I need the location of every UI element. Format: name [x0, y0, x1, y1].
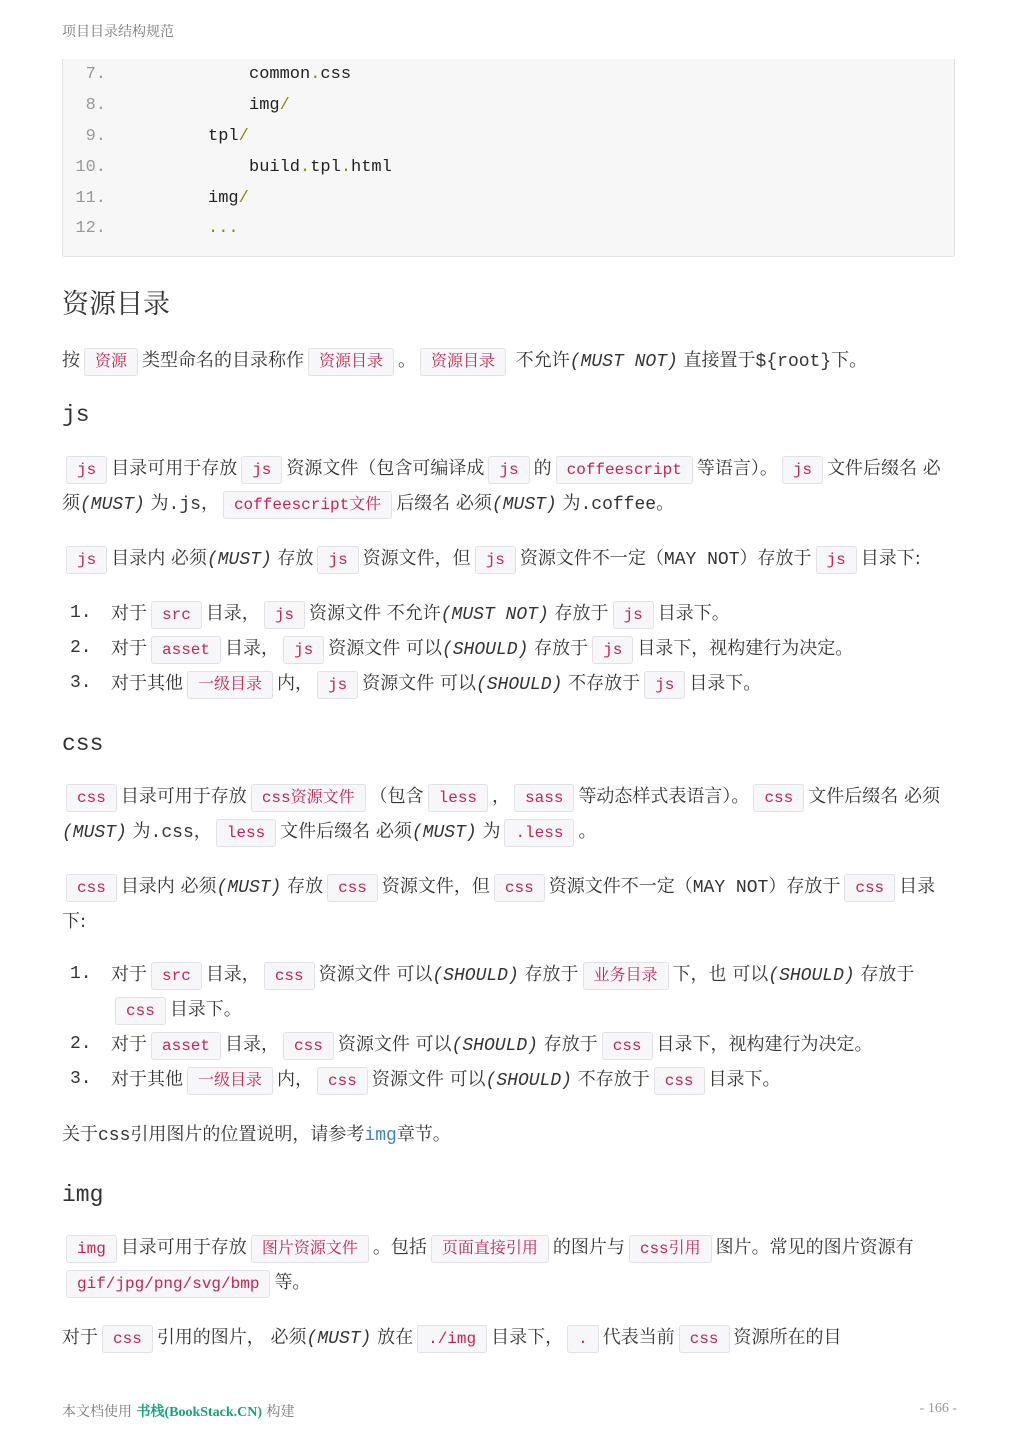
js-rules-list: [62, 597, 957, 702]
img-paragraph-2: 对于 css 引用的图片， 必须(MUST) 放在 ./img 目录下， . 代表当前 css 资源所在的目: [62, 1321, 957, 1356]
footer-credit: 本文档使用 书栈(BookStack.CN) 构建: [62, 1404, 295, 1420]
line-number: 12.: [75, 219, 106, 239]
code-line: [63, 122, 954, 153]
list-item: 2. 对于 asset 目录， css 资源文件 可以(SHOULD) 存放于 css 目录下，视构建行为决定。: [62, 1028, 957, 1063]
img-heading: img: [62, 1182, 104, 1208]
line-number: 8.: [85, 95, 106, 115]
code-line: [63, 153, 954, 184]
code-text: img/: [249, 95, 290, 115]
line-number: 10.: [75, 157, 106, 177]
js-heading: js: [62, 402, 90, 428]
line-number: 7.: [85, 65, 106, 84]
code-line: [63, 91, 954, 122]
code-line: [63, 184, 954, 215]
code-text: ...: [208, 219, 239, 239]
code-text: img/: [208, 188, 249, 208]
css-heading: css: [62, 731, 104, 757]
css-image-reference: 关于css引用图片的位置说明，请参考img章节。: [62, 1124, 451, 1146]
code-block: [62, 59, 955, 257]
img-paragraph-1: img 目录可用于存放 图片资源文件 。包括 页面直接引用 的图片与 css引用 图片。常见的图片资源有gif/jpg/png/svg/bmp 等。: [62, 1231, 957, 1301]
code-line: [63, 60, 954, 91]
css-paragraph-1: css 目录可用于存放 css资源文件 （包含 less ， sass 等动态样式表语言）。 css 文件后缀名 必须(MUST) 为.css， less 文件后缀名 必须(MUST) 为 .less 。: [62, 780, 957, 850]
content: [62, 280, 957, 1356]
code-text: tpl/: [208, 126, 249, 146]
intro-paragraph: 按 资源 类型命名的目录称作 资源目录 。 资源目录 不允许(MUST NOT) 直接置于${root}下。: [62, 344, 957, 379]
list-item: 3. 对于其他 一级目录 内， js 资源文件 可以(SHOULD) 不存放于 js 目录下。: [62, 667, 957, 702]
list-item: 2. 对于 asset 目录， js 资源文件 可以(SHOULD) 存放于 js 目录下，视构建行为决定。: [62, 632, 957, 667]
css-rules-list: [62, 958, 957, 1098]
line-number: 9.: [85, 126, 106, 146]
js-paragraph-1: js 目录可用于存放 js 资源文件（包含可编译成 js 的 coffeescript 等语言）。 js 文件后缀名 必须(MUST) 为.js， coffeescript文件 后缀名 必须(MUST) 为.coffee。: [62, 452, 957, 522]
line-number: 11.: [75, 188, 106, 208]
list-item: 1. 对于 src 目录， js 资源文件 不允许(MUST NOT) 存放于 js 目录下。: [62, 597, 957, 632]
code-line: [63, 214, 954, 245]
section-heading: 资源目录: [62, 289, 170, 320]
js-paragraph-2: js 目录内 必须(MUST) 存放 js 资源文件，但 js 资源文件不一定（MAY NOT）存放于 js 目录下:: [62, 542, 957, 577]
code-text: build.tpl.html: [249, 157, 392, 177]
bookstack-link[interactable]: 书栈(BookStack.CN): [136, 1405, 263, 1420]
list-item: 1. 对于 src 目录， css 资源文件 可以(SHOULD) 存放于 业务目录 下，也 可以(SHOULD) 存放于css 目录下。: [62, 958, 957, 1028]
code-text: common.css: [249, 65, 352, 84]
img-section-link[interactable]: img: [364, 1126, 397, 1146]
page-number: - 166 -: [919, 1401, 957, 1416]
list-item: 3. 对于其他 一级目录 内， css 资源文件 可以(SHOULD) 不存放于 css 目录下。: [62, 1063, 957, 1098]
css-paragraph-2: css 目录内 必须(MUST) 存放 css 资源文件，但 css 资源文件不一定（MAY NOT）存放于 css 目录下:: [62, 876, 936, 932]
running-head: 项目目录结构规范: [62, 24, 174, 40]
